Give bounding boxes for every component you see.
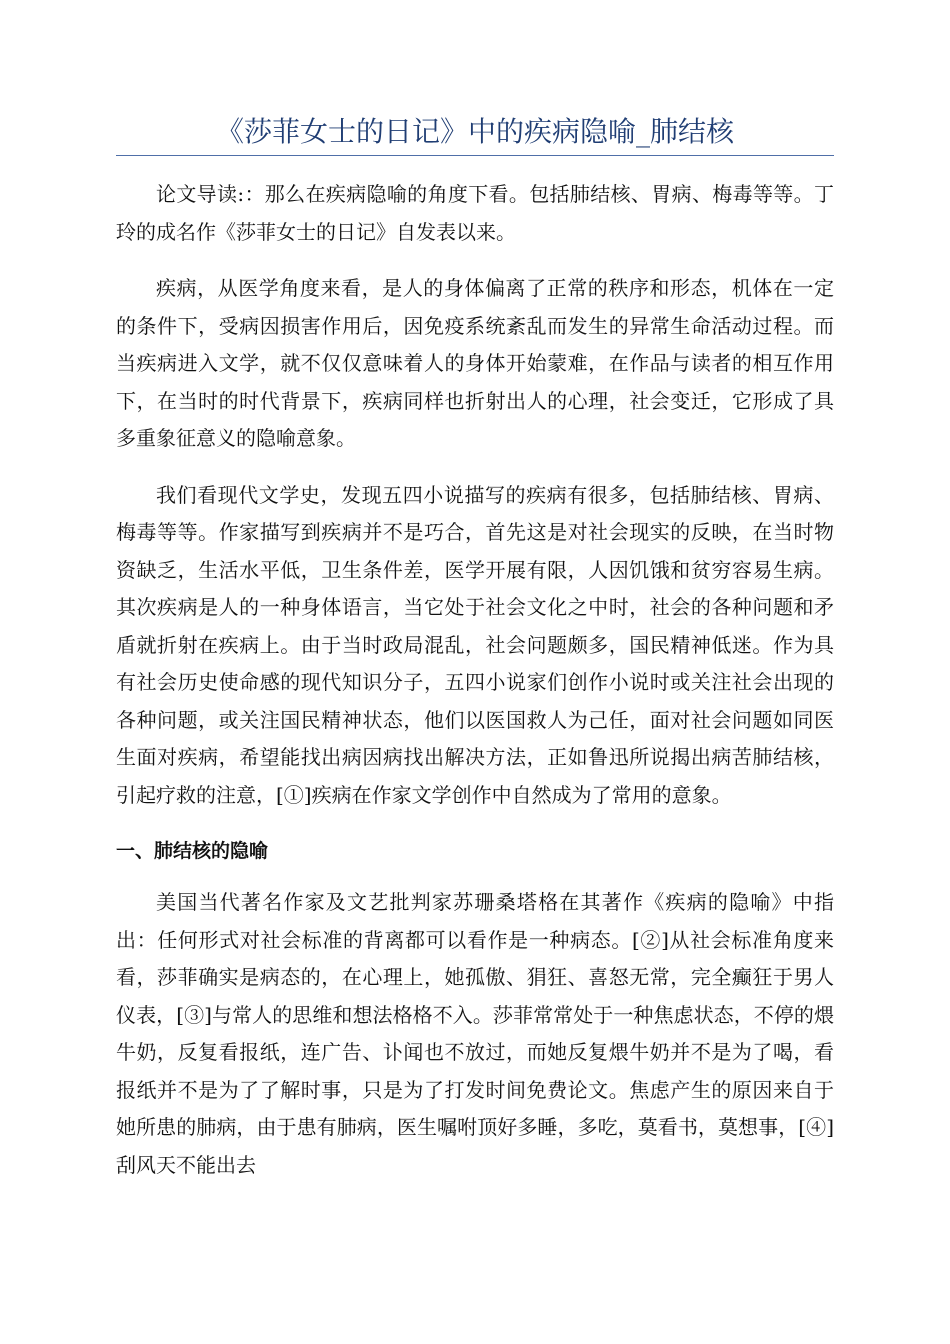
paragraph-literary-history: 我们看现代文学史，发现五四小说描写的疾病有很多，包括肺结核、胃病、梅毒等等。作家描写到疾病并不是巧合，首先这是对社会现实的反映，在当时物资缺乏，生活水平低，卫生条件差，医学开展有限，人因饥饿和贫穷容易生病。其次疾病是人的一种身体语言，当它处于社会文化之中时，社会的各种问题和矛盾就折射在疾病上。由于当时政局混乱，社会问题颇多，国民精神低迷。作为具有社会历史使命感的现代知识分子，五四小说家们创作小说时或关注社会出现的各种问题，或关注国民精神状态，他们以医国救人为己任，面对社会问题如同医生面对疾病，希望能找出病因病找出解决方法，正如鲁迅所说揭出病苦肺结核，引起疗救的注意，[①]疾病在作家文学创作中自然成为了常用的意象。 bbox=[116, 482, 834, 807]
paragraph-tuberculosis-metaphor: 美国当代著名作家及文艺批判家苏珊桑塔格在其著作《疾病的隐喻》中指出：任何形式对社会标准的背离都可以看作是一种病态。[②]从社会标准角度来看，莎菲确实是病态的，在心理上，她孤傲、狷狂、喜怒无常，完全癫狂于男人仪表，[③]与常人的思维和想法格格不入。莎菲常常处于一种焦虑状态，不停的煨牛奶，反复看报纸，连广告、讣闻也不放过，而她反复煨牛奶并不是为了喝，看报纸并不是为了了解时事，只是为了打发时间免费论文。焦虑产生的原因来自于她所患的肺病，由于患有肺病，医生嘱咐顶好多睡，多吃，莫看书，莫想事，[④]刮风天不能出去 bbox=[116, 890, 834, 1177]
document-body bbox=[116, 176, 834, 1203]
title-underline bbox=[116, 155, 834, 156]
section-heading: 一、肺结核的隐喻 bbox=[116, 840, 269, 862]
paragraph-intro: 论文导读:：那么在疾病隐喻的角度下看。包括肺结核、胃病、梅毒等等。丁玲的成名作《莎菲女士的日记》自发表以来。 bbox=[116, 182, 834, 244]
paragraph-disease-definition: 疾病，从医学角度来看，是人的身体偏离了正常的秩序和形态，机体在一定的条件下，受病因损害作用后，因免疫系统紊乱而发生的异常生命活动过程。而当疾病进入文学，就不仅仅意味着人的身体开始蒙难，在作品与读者的相互作用下，在当时的时代背景下，疾病同样也折射出人的心理，社会变迁，它形成了具多重象征意义的隐喻意象。 bbox=[116, 276, 834, 450]
document-title: 《莎菲女士的日记》中的疾病隐喻_肺结核 bbox=[215, 115, 734, 148]
